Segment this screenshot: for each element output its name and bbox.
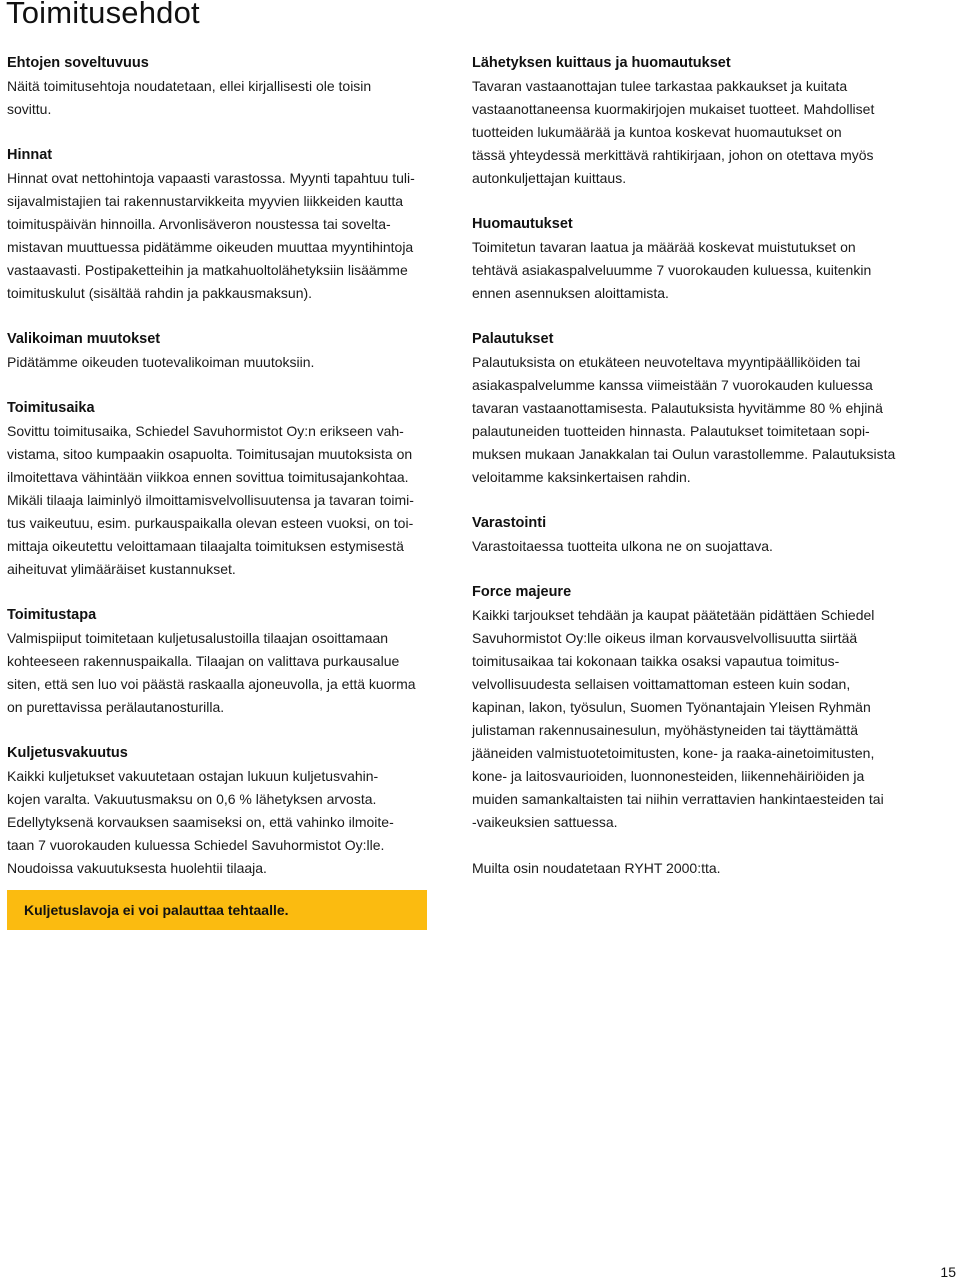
notice-banner: Kuljetuslavoja ei voi palauttaa tehtaalle.	[7, 890, 427, 930]
section-body: Valmispiiput toimitetaan kuljetusalustoilla tilaajan osoittamaan kohteeseen rakennuspaikalla. Tilaajan on valittava purkausalue siten, että sen luo voi päästä raskaalla ajoneuvolla, ja että kuorma on purettavissa perälautanosturilla.	[7, 630, 416, 715]
section-huomautukset	[472, 213, 922, 305]
section-body: Pidätämme oikeuden tuotevalikoiman muutoksiin.	[7, 354, 315, 370]
right-column	[472, 52, 922, 903]
page-number: 15	[940, 1264, 956, 1280]
section-heading: Hinnat	[7, 147, 53, 163]
section-heading: Palautukset	[472, 331, 554, 347]
section-closing-note	[472, 857, 922, 880]
section-heading: Force majeure	[472, 584, 572, 600]
section-heading: Valikoiman muutokset	[7, 331, 161, 347]
section-heading: Ehtojen soveltuvuus	[7, 55, 149, 71]
section-kuljetusvakuutus	[7, 742, 447, 880]
section-heading: Lähetyksen kuittaus ja huomautukset	[472, 55, 731, 71]
section-hinnat	[7, 144, 447, 305]
section-palautukset	[472, 328, 922, 489]
section-toimitustapa	[7, 604, 447, 719]
section-varastointi	[472, 512, 922, 558]
section-body: Varastoitaessa tuotteita ulkona ne on suojattava.	[472, 538, 773, 554]
section-ehtojen-soveltuvuus	[7, 52, 447, 121]
section-body: Näitä toimitusehtoja noudatetaan, ellei kirjallisesti ole toisin sovittu.	[7, 78, 372, 117]
section-valikoiman-muutokset	[7, 328, 447, 374]
section-body: Kaikki tarjoukset tehdään ja kaupat päätetään pidättäen Schiedel Savuhormistot Oy:lle oikeus ilman korvausvelvollisuutta siirtää toimitusaikaa tai kokonaan taikka osaksi vapautua toimitus- velvollisuudesta sellaisen voittamattoman esteen kuin sodan, kapinan, lakon, työsulun, Suomen Työnantajain Yleisen Ryhmän julistaman rakennusainesulun, myöhästyneiden tai täyttämättä jääneiden valmistuotetoimitusten, kone- ja raaka-ainetoimitusten, kone- ja laitosvaurioiden, luonnonesteiden, liikennehäiriöiden ja muiden samankaltaisten tai niihin verrattavien hankintaesteiden tai -vaikeuksien sattuessa.	[472, 607, 884, 830]
closing-note: Muilta osin noudatetaan RYHT 2000:tta.	[472, 860, 721, 876]
section-body: Hinnat ovat nettohintoja vapaasti varastossa. Myynti tapahtuu tuli- sijavalmistajien tai rakennustarvikkeita myyvien liikkeiden kautta toimituspäivän hinnoilla. Arvonlisäveron noustessa tai sovelta- mistavan muuttuessa pidätämme oikeuden muuttaa myyntihintoja vastaavasti. Postipaketteihin ja matkahuoltolähetyksiin lisäämme toimituskulut (sisältää rahdin ja pakkausmaksun).	[7, 170, 415, 301]
left-column	[7, 52, 447, 903]
section-body: Palautuksista on etukäteen neuvoteltava myyntipäälliköiden tai asiakaspalvelumme kanssa viimeistään 7 vuorokauden kuluessa tavaran vastaanottamisesta. Palautuksista hyvitämme 80 % ehjinä palautuneiden tuotteiden hinnasta. Palautukset toimitetaan sopi- muksen mukaan Janakkalan tai Oulun varastollemme. Palautuksista veloitamme kaksinkertaisen rahdin.	[472, 354, 896, 485]
section-heading: Toimitusaika	[7, 400, 95, 416]
section-heading: Kuljetusvakuutus	[7, 745, 128, 761]
section-body: Tavaran vastaanottajan tulee tarkastaa pakkaukset ja kuitata vastaanottaneensa kuormakirjojen mukaiset tuotteet. Mahdolliset tuotteiden lukumäärää ja kuntoa koskevat huomautukset on tässä yhteydessä merkittävä rahtikirjaan, johon on otettava myös autonkuljettajan kuittaus.	[472, 78, 875, 186]
section-heading: Toimitustapa	[7, 607, 97, 623]
section-body: Kaikki kuljetukset vakuutetaan ostajan lukuun kuljetusvahin- kojen varalta. Vakuutusmaksu on 0,6 % lähetyksen arvosta. Edellytyksenä korvauksen saamiseksi on, että vahinko ilmoite- taan 7 vuorokauden kuluessa Schiedel Savuhormistot Oy:lle. Noudoissa vakuutuksesta huolehtii tilaaja.	[7, 768, 394, 876]
section-lahetyksen-kuittaus	[472, 52, 922, 190]
page-title: Toimitusehdot	[6, 0, 200, 30]
section-heading: Huomautukset	[472, 216, 573, 232]
section-force-majeure	[472, 581, 922, 834]
section-body: Sovittu toimitusaika, Schiedel Savuhormistot Oy:n erikseen vah- vistama, sitoo kumpaakin osapuolta. Toimitusajan muutoksista on ilmoitettava vähintään viikkoa ennen sovittua toimitusajankohtaa. Mikäli tilaaja laiminlyö ilmoittamisvelvollisuutensa ja tavaran toimi- tus vaikeutuu, esim. purkauspaikalla olevan esteen vuoksi, on toi- mittaja oikeutettu veloittamaan tilaajalta toimituksen estymisestä aiheituvat ylimääräiset kustannukset.	[7, 423, 414, 577]
section-toimitusaika	[7, 397, 447, 581]
section-body: Toimitetun tavaran laatua ja määrää koskevat muistutukset on tehtävä asiakaspalveluumme 7 vuorokauden kuluessa, kuitenkin ennen asennuksen aloittamista.	[472, 239, 872, 301]
section-heading: Varastointi	[472, 515, 547, 531]
